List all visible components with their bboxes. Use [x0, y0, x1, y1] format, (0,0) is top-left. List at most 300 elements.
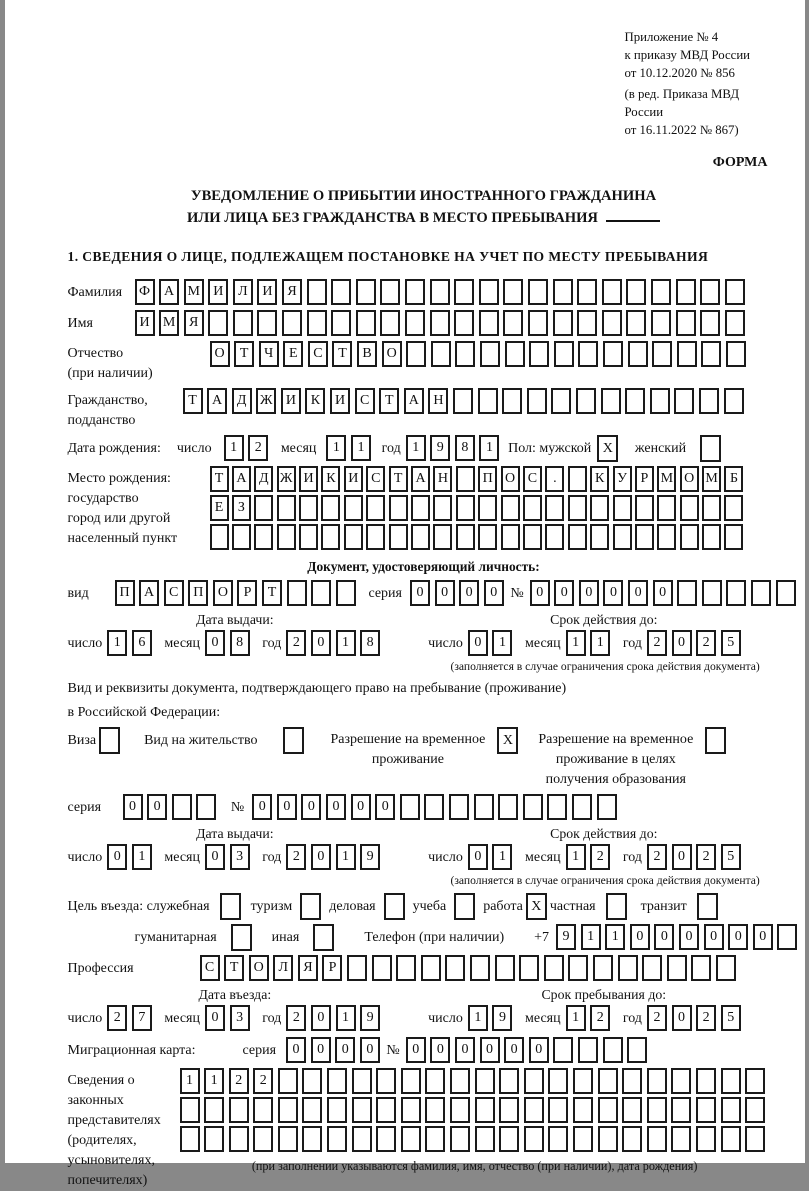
legal-representatives-3-cell [401, 1126, 421, 1152]
permit-dates-right-month-cell: 1 [566, 844, 586, 870]
citizenship-cell [527, 388, 547, 414]
title-line-1: УВЕДОМЛЕНИЕ О ПРИБЫТИИ ИНОСТРАННОГО ГРАЖДАНИНА [190, 188, 657, 204]
phone-cell: 0 [630, 924, 650, 950]
profession-cell [396, 955, 416, 981]
label: Цель въезда: служебная [67, 899, 210, 914]
birth-place-2-cell [433, 495, 452, 521]
section-1-heading: 1. СВЕДЕНИЯ О ЛИЦЕ, ПОДЛЕЖАЩЕМ ПОСТАНОВКЕ НА УЧЕТ ПО МЕСТУ ПРЕБЫВАНИЯ [67, 249, 709, 264]
given-name-cell [651, 310, 671, 336]
purpose-work-checkbox: X [526, 893, 547, 920]
permit-dates-left-year-cell: 2 [286, 844, 306, 870]
phone-cell: 1 [581, 924, 601, 950]
permit-dates-right-year-cell: 2 [696, 844, 716, 870]
surname-cell [307, 279, 327, 305]
label: Пол: мужской [508, 441, 592, 456]
label: серия [242, 1043, 277, 1058]
label: Имя [67, 316, 93, 331]
label-line: (при наличии) [67, 366, 153, 381]
surname-cell: Л [233, 279, 253, 305]
legal-representatives-3-cell [671, 1126, 691, 1152]
doc-dates-left-day-group [107, 630, 156, 656]
profession-cell [445, 955, 465, 981]
legal-representatives-1-cell [499, 1068, 519, 1094]
entry-dates-left-year-cell: 2 [286, 1005, 306, 1031]
label-line: усыновителях, [67, 1153, 155, 1168]
legal-representatives-1-cell [401, 1068, 421, 1094]
birth-place-3-cell [210, 524, 229, 550]
label: учеба [412, 899, 447, 914]
appendix-line: к приказу МВД России [624, 48, 751, 62]
profession-cell: Р [322, 955, 342, 981]
surname-cell [430, 279, 450, 305]
entry-dates-right [402, 986, 779, 1032]
legal-representatives-3-cell [524, 1126, 544, 1152]
given-name-cell [257, 310, 277, 336]
permit-number-cell [523, 794, 543, 820]
entry-dates-right-month-cell: 1 [566, 1005, 586, 1031]
migration-card-number-cell: 0 [430, 1037, 450, 1063]
purpose-other-checkbox [313, 924, 334, 951]
permit-dates-left-year-cell: 9 [360, 844, 380, 870]
birth-place-3-cell [702, 524, 721, 550]
permit-dates-left-date-row [68, 844, 403, 871]
birth-place-3-cell [254, 524, 273, 550]
permit-series-cell [172, 794, 192, 820]
surname-cell [479, 279, 499, 305]
permit-dates-left-year-group [286, 844, 384, 870]
permit-dates-right-year-cell: 5 [721, 844, 741, 870]
migration-card-series-cell: 0 [360, 1037, 380, 1063]
phone-cell: 0 [753, 924, 773, 950]
birth-place-1-cell: К [590, 466, 609, 492]
day-label: число [428, 850, 463, 865]
label-line: город или другой [67, 511, 171, 526]
patronymic-row [68, 341, 780, 384]
migration-card-number-cell [553, 1037, 573, 1063]
legal-representatives-2-cell [573, 1097, 593, 1123]
year-label: год [622, 636, 642, 651]
entry-dates-left-month-cell: 0 [205, 1005, 225, 1031]
legal-representatives-block-note: (при заполнении указываются фамилия, имя, отчество (при наличии), дата рождения) [251, 1159, 698, 1173]
permit-series-cell: 0 [147, 794, 167, 820]
migration-card-row [68, 1037, 780, 1064]
permit-dates-right-year-group [647, 844, 745, 870]
permit-number-group [252, 794, 621, 820]
year-label: год [622, 850, 642, 865]
given-name-cell [700, 310, 720, 336]
citizenship-cell: Ж [256, 388, 276, 414]
legal-representatives-3-cell [204, 1126, 224, 1152]
given-name-cell: И [135, 310, 155, 336]
migration-card-number-cell: 0 [455, 1037, 475, 1063]
birth-place-3-cell [523, 524, 542, 550]
entry-dates-right-header: Срок пребывания до: [541, 987, 667, 1002]
entry-dates-right-date-row [428, 1005, 779, 1032]
entry-dates-right-month-cell: 2 [590, 1005, 610, 1031]
legal-representatives-2-cell [499, 1097, 519, 1123]
legal-representatives-1-cell: 2 [229, 1068, 249, 1094]
patronymic-cell [480, 341, 500, 367]
phone-cell: 0 [728, 924, 748, 950]
doc-dates-left-day-cell: 1 [107, 630, 127, 656]
given-name-cell [725, 310, 745, 336]
permit-dates [68, 825, 780, 888]
given-name-cell [503, 310, 523, 336]
migration-card-series-cell: 0 [311, 1037, 331, 1063]
permit-dates-right-header: Срок действия до: [550, 826, 658, 841]
entry-purpose-row [68, 893, 780, 920]
citizenship-cell: И [330, 388, 350, 414]
patronymic-cell: Ч [259, 341, 279, 367]
given-name-cell [553, 310, 573, 336]
permit-dates-right-month-group [566, 844, 615, 870]
doc-number-cell: 0 [653, 580, 673, 606]
legal-representatives-2-cell [548, 1097, 568, 1123]
profession-cell [593, 955, 613, 981]
birth-place-3-cell [501, 524, 520, 550]
legal-representatives-3-cell [450, 1126, 470, 1152]
birth-place-block-cells [210, 466, 747, 553]
birth-place-3-cell [635, 524, 654, 550]
doc-number-group [530, 580, 801, 606]
label: № [386, 1043, 400, 1058]
legal-representatives-2-cell [721, 1097, 741, 1123]
doc-dates-right-month-cell: 1 [590, 630, 610, 656]
given-name-cell [233, 310, 253, 336]
permit-dates-right-date-row [428, 844, 779, 871]
surname-cell [356, 279, 376, 305]
citizenship-cell [699, 388, 719, 414]
permit-number-cell [597, 794, 617, 820]
permit-number-cell [449, 794, 469, 820]
birth-year-cell: 9 [430, 435, 450, 461]
label-line: Место рождения: [67, 471, 171, 486]
doc-number-cell: 0 [579, 580, 599, 606]
doc-number-cell: 0 [628, 580, 648, 606]
doc-dates-right-header: Срок действия до: [550, 612, 658, 627]
surname-cell: Ф [135, 279, 155, 305]
legal-representatives-2-cell [302, 1097, 322, 1123]
legal-representatives-1-cell [376, 1068, 396, 1094]
migration-card-number-cell: 0 [529, 1037, 549, 1063]
birth-place-1-cell: Б [724, 466, 743, 492]
doc-dates-right-day-cell: 1 [492, 630, 512, 656]
doc-dates-left-month-cell: 0 [205, 630, 225, 656]
citizenship-cell: А [404, 388, 424, 414]
label: деловая [329, 899, 376, 914]
birth-place-1-cell: С [366, 466, 385, 492]
birth-place-3-row [210, 524, 747, 550]
label: Миграционная карта: [67, 1043, 196, 1058]
label-line: Разрешение на временное [330, 732, 486, 747]
birth-place-1-cell: . [545, 466, 564, 492]
birth-place-3-cell [545, 524, 564, 550]
year-label: год [262, 1011, 282, 1026]
birth-place-3-cell [590, 524, 609, 550]
doc-type-cell: Т [262, 580, 282, 606]
year-label: год [262, 636, 282, 651]
birth-place-1-cell: О [680, 466, 699, 492]
legal-representatives-1-cell [425, 1068, 445, 1094]
legal-representatives-2-cell [229, 1097, 249, 1123]
given-name-cell [331, 310, 351, 336]
label: Профессия [67, 961, 134, 976]
birth-place-2-cell [545, 495, 564, 521]
label: Дата рождения: [67, 441, 161, 456]
given-name-cell [454, 310, 474, 336]
given-name-cell: М [159, 310, 179, 336]
label-line: попечителях) [67, 1173, 148, 1188]
citizenship-cell: Д [232, 388, 252, 414]
doc-number-cell [751, 580, 771, 606]
doc-type-cell [287, 580, 307, 606]
legal-representatives-2-cell [327, 1097, 347, 1123]
doc-number-cell [677, 580, 697, 606]
birth-place-1-cell [456, 466, 475, 492]
patronymic-cell: О [382, 341, 402, 367]
legal-representatives-block-label [68, 1068, 180, 1191]
doc-dates-left-month-cell: 8 [230, 630, 250, 656]
doc-dates-right-year-cell: 2 [696, 630, 716, 656]
surname-cell [577, 279, 597, 305]
doc-dates-left-date-row [68, 630, 403, 657]
title-blank-underline [606, 210, 660, 222]
birth-place-1-group [210, 466, 747, 492]
birth-month-group [326, 435, 375, 461]
entry-purpose-row-2 [68, 924, 780, 951]
doc-series-cell: 0 [410, 580, 430, 606]
migration-card-number-cell [578, 1037, 598, 1063]
doc-number-cell [726, 580, 746, 606]
education-residence-checkbox [705, 727, 726, 754]
doc-dates-note: (заполняется в случае ограничения срока действия документа) [450, 660, 760, 673]
birth-place-2-cell [321, 495, 340, 521]
doc-dates-left [68, 611, 403, 657]
doc-dates-right-day-group [468, 630, 517, 656]
legal-representatives-3-cell [278, 1126, 298, 1152]
day-label: число [67, 636, 103, 651]
residence-doc-series-row [68, 794, 780, 821]
visa-checkbox [99, 727, 120, 754]
legal-representatives-1-cell [352, 1068, 372, 1094]
doc-type-cell: С [164, 580, 184, 606]
legal-representatives-2-cell [278, 1097, 298, 1123]
purpose-business-checkbox [384, 893, 405, 920]
label-line: Разрешение на временное [538, 732, 694, 747]
label-line: представителях [67, 1113, 161, 1128]
profession-row [68, 955, 780, 982]
legal-representatives-2-cell [598, 1097, 618, 1123]
permit-number-cell: 0 [375, 794, 395, 820]
birth-place-2-group [210, 495, 747, 521]
legal-representatives-3-cell [376, 1126, 396, 1152]
surname-row [68, 279, 780, 306]
legal-representatives-1-cell [598, 1068, 618, 1094]
legal-representatives-2-row [180, 1097, 770, 1123]
birth-month-cell: 1 [351, 435, 371, 461]
doc-dates-right-date-row [428, 630, 779, 657]
legal-representatives-3-cell [647, 1126, 667, 1152]
birth-date-row [68, 435, 780, 462]
entry-dates-left-year-cell: 0 [311, 1005, 331, 1031]
label: вид [67, 586, 89, 601]
surname-cell [602, 279, 622, 305]
legal-representatives-2-cell [180, 1097, 200, 1123]
purpose-study-checkbox [454, 893, 475, 920]
profession-cell [691, 955, 711, 981]
label-line: государство [67, 491, 139, 506]
legal-representatives-1-cell [278, 1068, 298, 1094]
label [538, 727, 693, 790]
doc-dates-left-year-cell: 8 [360, 630, 380, 656]
birth-day-cell: 2 [248, 435, 268, 461]
label [68, 341, 210, 384]
citizenship-cell [576, 388, 596, 414]
entry-dates-left-month-cell: 3 [230, 1005, 250, 1031]
legal-representatives-3-cell [499, 1126, 519, 1152]
doc-dates-right [402, 611, 779, 674]
legal-representatives-1-cell [622, 1068, 642, 1094]
legal-representatives-1-cell [302, 1068, 322, 1094]
sex-male-checkbox: X [597, 435, 618, 462]
given-name-row [68, 310, 780, 337]
day-label: число [67, 1011, 103, 1026]
legal-representatives-3-cell [548, 1126, 568, 1152]
doc-type-cell: Р [237, 580, 257, 606]
doc-dates-right-year-group [647, 630, 745, 656]
legal-representatives-3-cell [180, 1126, 200, 1152]
month-label: месяц [164, 636, 200, 651]
patronymic-cell [628, 341, 648, 367]
birth-place-2-cell [635, 495, 654, 521]
label: месяц [280, 441, 317, 456]
phone-group [556, 924, 802, 950]
birth-place-1-cell: Н [433, 466, 452, 492]
birth-place-1-cell: М [657, 466, 676, 492]
birth-place-3-cell [680, 524, 699, 550]
permit-dates-right-day-cell: 1 [492, 844, 512, 870]
given-name-cell [602, 310, 622, 336]
surname-cell [676, 279, 696, 305]
profession-cell [519, 955, 539, 981]
entry-dates-right-month-group [566, 1005, 615, 1031]
birth-place-3-cell [366, 524, 385, 550]
residence-doc-kinds-row [68, 727, 780, 790]
doc-dates-right-year-cell: 2 [647, 630, 667, 656]
surname-cell [651, 279, 671, 305]
entry-dates-right-year-cell: 0 [672, 1005, 692, 1031]
birth-place-2-cell [501, 495, 520, 521]
surname-cell: И [257, 279, 277, 305]
label: иная [271, 930, 300, 945]
profession-cell [544, 955, 564, 981]
permit-dates-left-month-group [205, 844, 254, 870]
citizenship-cell: С [355, 388, 375, 414]
migration-card-series-cell: 0 [286, 1037, 306, 1063]
given-name-cell [479, 310, 499, 336]
surname-cell [528, 279, 548, 305]
permit-dates-right-month-cell: 2 [590, 844, 610, 870]
permit-dates-right-day-cell: 0 [468, 844, 488, 870]
patronymic-cell: Е [283, 341, 303, 367]
doc-dates-left-year-cell: 1 [336, 630, 356, 656]
birth-place-1-cell: А [411, 466, 430, 492]
birth-place-2-cell [523, 495, 542, 521]
birth-year-cell: 1 [479, 435, 499, 461]
surname-cell [626, 279, 646, 305]
doc-dates-right-year-cell: 0 [672, 630, 692, 656]
label: туризм [250, 899, 293, 914]
birth-place-2-cell [724, 495, 743, 521]
entry-dates-left-date-row [68, 1005, 403, 1032]
surname-cell [553, 279, 573, 305]
label-line: проживание [371, 752, 444, 767]
patronymic-cell: Т [332, 341, 352, 367]
permit-number-cell: 0 [351, 794, 371, 820]
doc-series-cell: 0 [459, 580, 479, 606]
entry-dates-left-year-cell: 1 [336, 1005, 356, 1031]
legal-representatives-3-cell [302, 1126, 322, 1152]
doc-type-cell: П [115, 580, 135, 606]
birth-place-1-cell: Т [389, 466, 408, 492]
birth-place-1-cell: Т [210, 466, 229, 492]
permit-number-cell: 0 [252, 794, 272, 820]
profession-cell: Л [273, 955, 293, 981]
birth-place-3-group [210, 524, 747, 550]
citizenship-cell: И [281, 388, 301, 414]
permit-series-group [123, 794, 221, 820]
permit-number-cell [474, 794, 494, 820]
patronymic-group [210, 341, 751, 367]
birth-place-2-cell [277, 495, 296, 521]
legal-representatives-2-cell [204, 1097, 224, 1123]
birth-place-3-cell [724, 524, 743, 550]
birth-place-1-cell: Р [635, 466, 654, 492]
purpose-official-checkbox [220, 893, 241, 920]
migration-card-number-cell: 0 [504, 1037, 524, 1063]
label [68, 388, 183, 431]
given-name-cell [380, 310, 400, 336]
phone-cell: 0 [654, 924, 674, 950]
permit-dates-right-year-cell: 2 [647, 844, 667, 870]
permit-number-cell [547, 794, 567, 820]
label: Телефон (при наличии) [364, 930, 505, 945]
surname-cell [700, 279, 720, 305]
doc-dates-left-header: Дата выдачи: [196, 612, 274, 627]
profession-cell [618, 955, 638, 981]
day-label: число [428, 636, 463, 651]
entry-dates-left-year-group [286, 1005, 384, 1031]
birth-place-2-cell [389, 495, 408, 521]
residence-doc-line-2: в Российской Федерации: [67, 705, 221, 720]
birth-place-2-cell: З [232, 495, 251, 521]
legal-representatives-1-cell [696, 1068, 716, 1094]
purpose-transit-checkbox [697, 893, 718, 920]
legal-representatives-3-row [180, 1126, 770, 1152]
temporary-residence-checkbox: X [497, 727, 518, 754]
birth-place-3-cell [568, 524, 587, 550]
given-name-cell [307, 310, 327, 336]
legal-representatives-3-cell [696, 1126, 716, 1152]
birth-place-2-cell [366, 495, 385, 521]
entry-dates-right-year-group [647, 1005, 745, 1031]
profession-cell: Я [298, 955, 318, 981]
legal-representatives-2-cell [475, 1097, 495, 1123]
legal-representatives-1-cell [573, 1068, 593, 1094]
doc-number-cell: 0 [603, 580, 623, 606]
doc-dates-left-month-group [205, 630, 254, 656]
label-line: населенный пункт [67, 531, 178, 546]
